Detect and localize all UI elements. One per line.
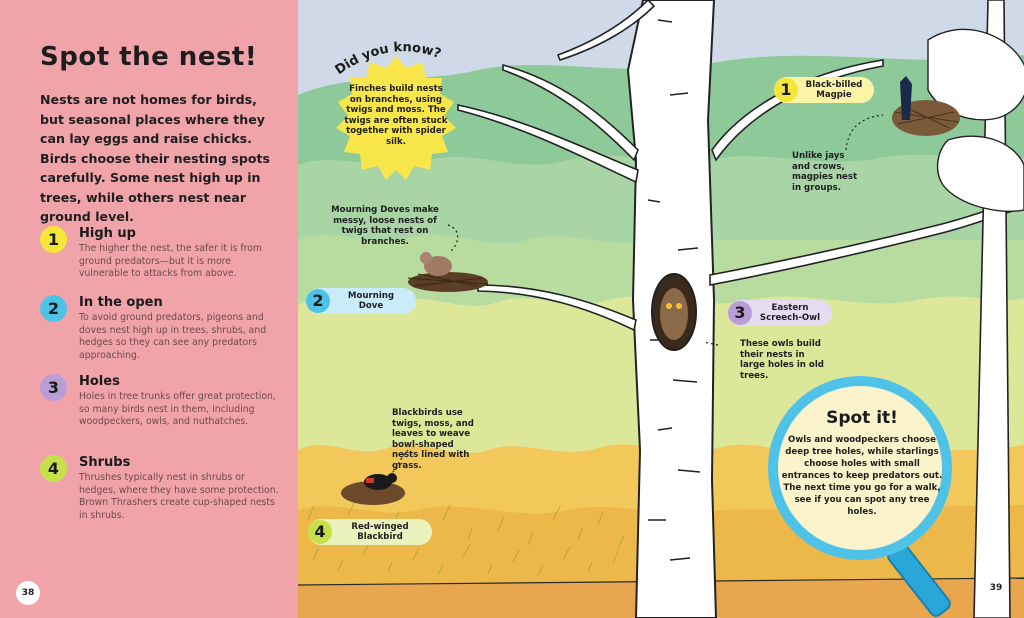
right-page [298, 0, 1024, 618]
tag-mourning-dove [306, 288, 416, 314]
spot-it-text: Owls and woodpeckers choose deep tree holes, while starlings choose holes with small entrances to keep predators out. The next time you go for a walk, see if you can spot any tree holes. [781, 435, 943, 517]
tag-label: Red-winged Blackbird [351, 522, 409, 542]
item-title: Shrubs [79, 455, 131, 470]
item-title: High up [79, 226, 136, 241]
left-page [0, 0, 298, 618]
item-text: The higher the nest, the safer it is from ground predators—but it is more vulnerable to attacks from above. [79, 243, 262, 280]
item-text: Holes in tree trunks offer great protection, so many birds nest in them, including woodpeckers, owls, and nuthatches. [79, 391, 276, 428]
tag-black-billed-magpie [774, 77, 874, 103]
spot-it-heading: Spot it! [826, 408, 898, 428]
item-text: Thrushes typically nest in shrubs or hedges, where they have some protection. Brown Thrashers create cup-shaped nests in shrubs. [79, 472, 279, 521]
did-you-know-heading-curve [322, 28, 472, 88]
magpie-note: Unlike jays and crows, magpies nest in groups. [792, 151, 858, 193]
page-number-left: 38 [16, 581, 40, 605]
dove-note: Mourning Doves make messy, loose nests of twigs that rest on branches. [331, 205, 439, 247]
number-badge-3: 3 [40, 374, 67, 401]
intro-paragraph: Nests are not homes for birds, but seasonal places where they can lay eggs and raise chicks. Birds choose their nesting spots carefully. Some nest high up in trees, while others nest near ground level. [40, 92, 271, 224]
page-title: Spot the nest! [40, 42, 258, 72]
spot-it-box [780, 408, 944, 518]
tag-eastern-screech-owl [728, 300, 832, 326]
did-you-know-text: Finches build nests on branches, using twigs and moss. The twigs are often stuck together with spider silk. [344, 84, 448, 147]
did-you-know-heading: Did you know? [332, 40, 443, 79]
item-title: In the open [79, 295, 163, 310]
tag-number: 2 [306, 289, 330, 313]
blackbird-note: Blackbirds use twigs, moss, and leaves to weave bowl-shaped nests lined with grass. [392, 408, 474, 471]
item-text: To avoid ground predators, pigeons and doves nest high up in trees, shrubs, and hedges so they can see any predators approaching. [79, 312, 267, 361]
item-title: Holes [79, 374, 120, 389]
owl-note: These owls build their nests in large holes in old trees. [740, 339, 824, 381]
tag-number: 4 [308, 520, 332, 544]
tag-label: Mourning Dove [347, 291, 395, 311]
tag-number: 3 [728, 301, 752, 325]
number-badge-4: 4 [40, 455, 67, 482]
tag-number: 1 [774, 78, 798, 102]
tag-label: Black-billed Magpie [805, 80, 863, 100]
tag-red-winged-blackbird [308, 519, 432, 545]
tag-label: Eastern Screech-Owl [759, 303, 821, 323]
number-badge-2: 2 [40, 295, 67, 322]
svg-text:Did you know? [333, 40, 443, 78]
number-badge-1: 1 [40, 226, 67, 253]
page-number-right: 39 [984, 576, 1008, 600]
